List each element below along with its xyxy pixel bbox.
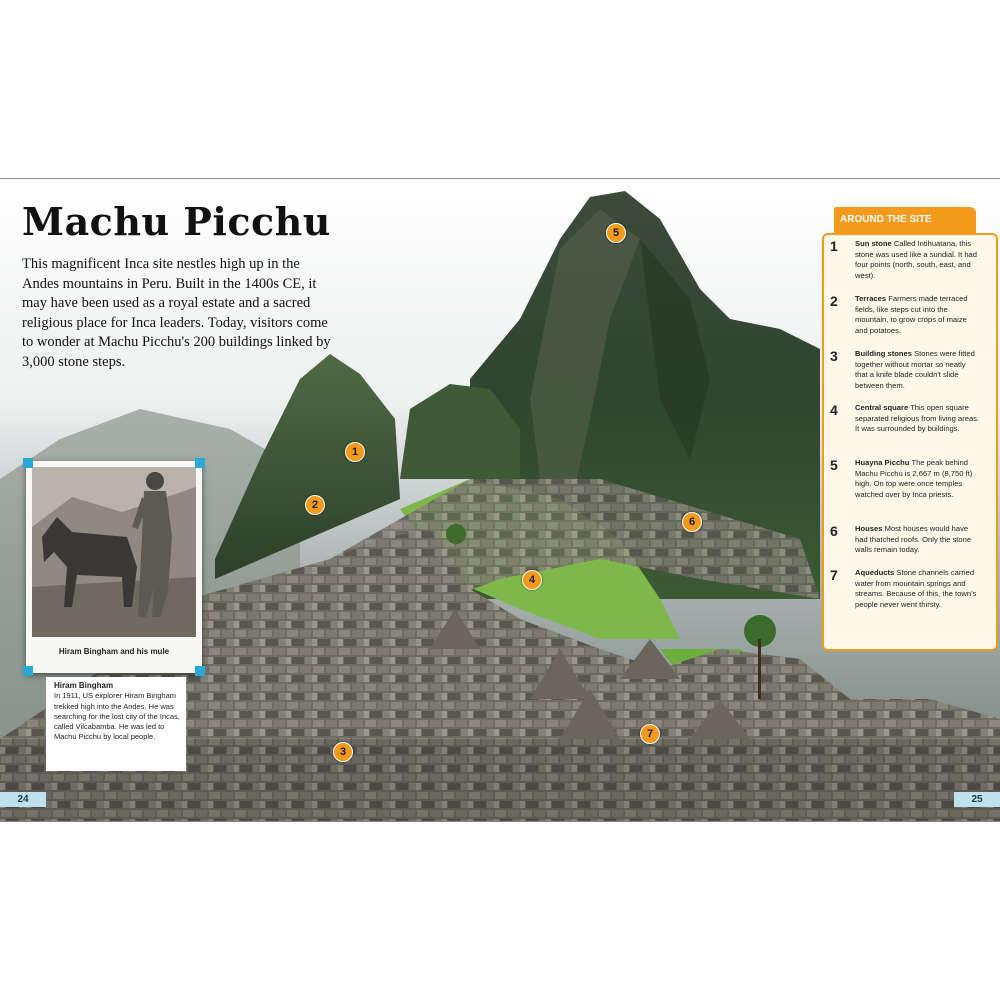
around-the-site-panel [822, 207, 998, 651]
site-item-number: 7 [830, 567, 838, 583]
photo-marker-6: 6 [682, 512, 702, 532]
site-item-number: 4 [830, 402, 838, 418]
photo-corner [23, 458, 33, 468]
photo-marker-3: 3 [333, 742, 353, 762]
site-item-number: 1 [830, 238, 838, 254]
photo-corner [195, 666, 205, 676]
bingham-mule-image [32, 467, 196, 637]
site-item-title: Aqueducts [855, 568, 895, 577]
photo-marker-1: 1 [345, 442, 365, 462]
site-item-text: Called Intihuatana, this stone was used like a sundial. It had four points (north, south, east, and west). [855, 239, 977, 280]
site-item-text: Stones were fitted together without mortar so neatly that a knife blade couldn't slide between them. [855, 349, 975, 390]
intro-paragraph: This magnificent Inca site nestles high up in the Andes mountains in Peru. Built in the 1400s CE, it may have been used as a royal estate and a sacred religious place for Inca leaders. Today, visitors come to wonder at Machu Picchu's 200 buildings linked by 3,000 stone steps. [22, 256, 331, 370]
photo-corner [195, 458, 205, 468]
site-item-text: The peak behind Machu Picchu is 2,667 m (8,750 ft) high. On top were once temples watched over by Inca priests. [855, 458, 973, 499]
photo-marker-7: 7 [640, 724, 660, 744]
site-item-title: Central square [855, 403, 909, 412]
page-title: Machu Picchu [22, 199, 331, 244]
page-number-right: 25 [954, 792, 1000, 807]
site-item-title: Building stones [855, 349, 912, 358]
inset-photo-caption: Hiram Bingham and his mule [58, 647, 170, 656]
site-item-number: 2 [830, 293, 838, 309]
bio-text: In 1911, US explorer Hiram Bingham trekked high into the Andes. He was searching for the lost city of the Incas, called Vilcabamba. He was led to Machu Picchu by local people. [54, 691, 180, 742]
book-spread [0, 178, 1000, 822]
bingham-bio-box [46, 677, 186, 771]
page-number-left: 24 [0, 792, 46, 807]
photo-corner [23, 666, 33, 676]
site-item-title: Terraces [855, 294, 887, 303]
photo-marker-5: 5 [606, 223, 626, 243]
site-item-text: This open square separated religious from living areas. It was surrounded by buildings. [855, 403, 980, 433]
site-item-number: 3 [830, 348, 838, 364]
site-item-title: Sun stone [855, 239, 892, 248]
photo-marker-4: 4 [522, 570, 542, 590]
hiram-bingham-photo [26, 461, 202, 673]
site-item-title: Houses [855, 524, 883, 533]
bio-heading: Hiram Bingham [54, 681, 114, 690]
site-item-text: Most houses would have had thatched roofs. Only the stone walls remain today. [855, 524, 972, 554]
panel-heading: AROUND THE SITE [834, 207, 976, 235]
site-item-title: Huayna Picchu [855, 458, 910, 467]
photo-marker-2: 2 [305, 495, 325, 515]
site-item-number: 5 [830, 457, 838, 473]
site-item-number: 6 [830, 523, 838, 539]
site-item-text: Stone channels carried water from mountain springs and streams. Because of this, the town's people never went thirsty. [855, 568, 977, 609]
site-item-text: Farmers made terraced fields, like steps cut into the mountain, to grow crops of maize and potatoes. [855, 294, 968, 335]
